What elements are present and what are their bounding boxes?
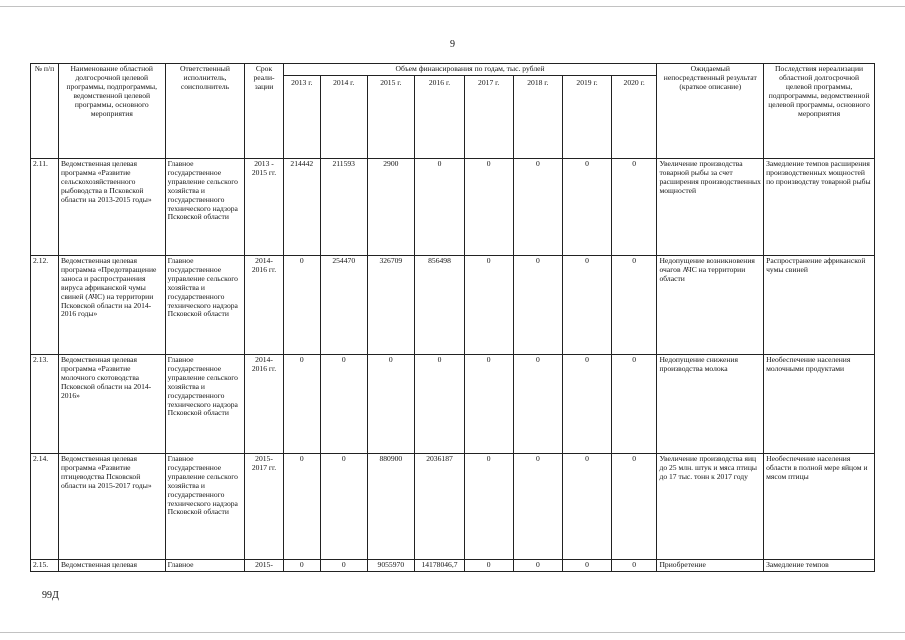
- row-value: 0: [283, 454, 320, 560]
- row-term: 2015-: [245, 560, 283, 572]
- row-value: 0: [464, 454, 513, 560]
- row-value: 856498: [415, 256, 465, 355]
- row-value: 0: [563, 560, 612, 572]
- row-result: Увеличение производства товарной рыбы за счет расширения производственных мощностей: [657, 159, 764, 256]
- row-value: 0: [320, 355, 367, 454]
- row-value: 0: [611, 560, 657, 572]
- header-num: № п/п: [31, 64, 59, 159]
- row-value: 2036187: [415, 454, 465, 560]
- row-result: Приобретение: [657, 560, 764, 572]
- row-consequences: Замедление темпов расширения производственных мощностей по производству товарной рыбы: [764, 159, 875, 256]
- row-name: Ведомственная целевая программа «Развитие сельскохозяйственного рыбоводства в Псковской области на 2013-2015 годы»: [58, 159, 165, 256]
- row-term: 2013 - 2015 гг.: [245, 159, 283, 256]
- row-executor: Главное государственное управление сельского хозяйства и государственного технического надзора Псковской области: [165, 355, 245, 454]
- row-consequences: Необеспечение населения области в полной мере яйцом и мясом птицы: [764, 454, 875, 560]
- row-result: Недопущение возникновения очагов АЧС на территории области: [657, 256, 764, 355]
- row-value: 0: [320, 454, 367, 560]
- row-value: 0: [464, 355, 513, 454]
- header-year: 2020 г.: [611, 75, 657, 158]
- header-year: 2015 г.: [367, 75, 415, 158]
- table-row: [31, 355, 875, 454]
- row-value: 0: [415, 159, 465, 256]
- row-value: 0: [513, 159, 563, 256]
- row-value: 0: [513, 560, 563, 572]
- row-result: Недопущение снижения производства молока: [657, 355, 764, 454]
- table-row: [31, 454, 875, 560]
- row-consequences: Необеспечение населения молочными продуктами: [764, 355, 875, 454]
- scan-top-edge: [0, 6, 905, 7]
- row-value: 0: [367, 355, 415, 454]
- table-row: [31, 159, 875, 256]
- row-num: 2.15.: [31, 560, 59, 572]
- header-year: 2017 г.: [464, 75, 513, 158]
- row-value: 0: [611, 256, 657, 355]
- header-year: 2013 г.: [283, 75, 320, 158]
- row-value: 880900: [367, 454, 415, 560]
- row-term: 2014- 2016 гг.: [245, 256, 283, 355]
- row-value: 0: [464, 256, 513, 355]
- row-num: 2.13.: [31, 355, 59, 454]
- row-consequences: Замедление темпов: [764, 560, 875, 572]
- row-value: 2900: [367, 159, 415, 256]
- row-num: 2.12.: [31, 256, 59, 355]
- page-number: 9: [450, 39, 455, 50]
- header-year: 2019 г.: [563, 75, 612, 158]
- row-value: 0: [283, 355, 320, 454]
- scan-bottom-edge: [0, 632, 905, 633]
- header-name: Наименование областной долгосрочной целевой программы, подпрограммы, ведомственной целевой программы, основного мероприятия: [58, 64, 165, 159]
- header-year: 2014 г.: [320, 75, 367, 158]
- row-executor: Главное государственное управление сельского хозяйства и государственного технического надзора Псковской области: [165, 454, 245, 560]
- row-value: 0: [513, 454, 563, 560]
- row-name: Ведомственная целевая программа «Развитие птицеводства Псковской области на 2015-2017 годы»: [58, 454, 165, 560]
- table-row: [31, 560, 875, 572]
- row-value: 0: [513, 355, 563, 454]
- row-executor: Главное: [165, 560, 245, 572]
- row-value: 0: [283, 256, 320, 355]
- row-value: 326709: [367, 256, 415, 355]
- header-financing: Объем финансирования по годам, тыс. рублей: [283, 64, 657, 76]
- row-value: 0: [611, 355, 657, 454]
- header-year: 2018 г.: [513, 75, 563, 158]
- row-value: 0: [320, 560, 367, 572]
- header-consequences: Последствия нереализации областной долгосрочной целевой программы, подпрограммы, ведомственной целевой программы, основного мероприятия: [764, 64, 875, 159]
- row-value: 0: [283, 560, 320, 572]
- row-value: 0: [611, 454, 657, 560]
- row-value: 214442: [283, 159, 320, 256]
- document-code: 99Д: [42, 590, 59, 601]
- row-value: 0: [563, 256, 612, 355]
- header-year: 2016 г.: [415, 75, 465, 158]
- row-consequences: Распространение африканской чумы свиней: [764, 256, 875, 355]
- row-value: 0: [513, 256, 563, 355]
- row-result: Увеличение производства яиц до 25 млн. штук и мяса птицы до 17 тыс. тонн к 2017 году: [657, 454, 764, 560]
- row-name: Ведомственная целевая программа «Развитие молочного скотоводства Псковской области на 2014-2016»: [58, 355, 165, 454]
- row-value: 0: [415, 355, 465, 454]
- header-row: [31, 64, 875, 76]
- row-value: 0: [611, 159, 657, 256]
- row-value: 0: [563, 159, 612, 256]
- row-value: 0: [464, 159, 513, 256]
- row-value: 254470: [320, 256, 367, 355]
- row-executor: Главное государственное управление сельского хозяйства и государственного технического надзора Псковской области: [165, 256, 245, 355]
- row-value: 211593: [320, 159, 367, 256]
- header-executor: Ответственный исполнитель, соисполнитель: [165, 64, 245, 159]
- row-value: 0: [464, 560, 513, 572]
- row-name: Ведомственная целевая: [58, 560, 165, 572]
- row-term: 2014- 2016 гг.: [245, 355, 283, 454]
- header-term: Срок реали- зации: [245, 64, 283, 159]
- row-value: 14178046,7: [415, 560, 465, 572]
- row-num: 2.11.: [31, 159, 59, 256]
- row-name: Ведомственная целевая программа «Предотвращение заноса и распространения вируса африканской чумы свиней (АЧС) на территории Псковской области на 2014-2016 годы»: [58, 256, 165, 355]
- row-value: 0: [563, 355, 612, 454]
- row-value: 9055970: [367, 560, 415, 572]
- row-term: 2015- 2017 гг.: [245, 454, 283, 560]
- financing-table: [30, 63, 875, 572]
- row-num: 2.14.: [31, 454, 59, 560]
- row-executor: Главное государственное управление сельского хозяйства и государственного технического надзора Псковской области: [165, 159, 245, 256]
- header-result: Ожидаемый непосредственный результат (краткое описание): [657, 64, 764, 159]
- row-value: 0: [563, 454, 612, 560]
- table-row: [31, 256, 875, 355]
